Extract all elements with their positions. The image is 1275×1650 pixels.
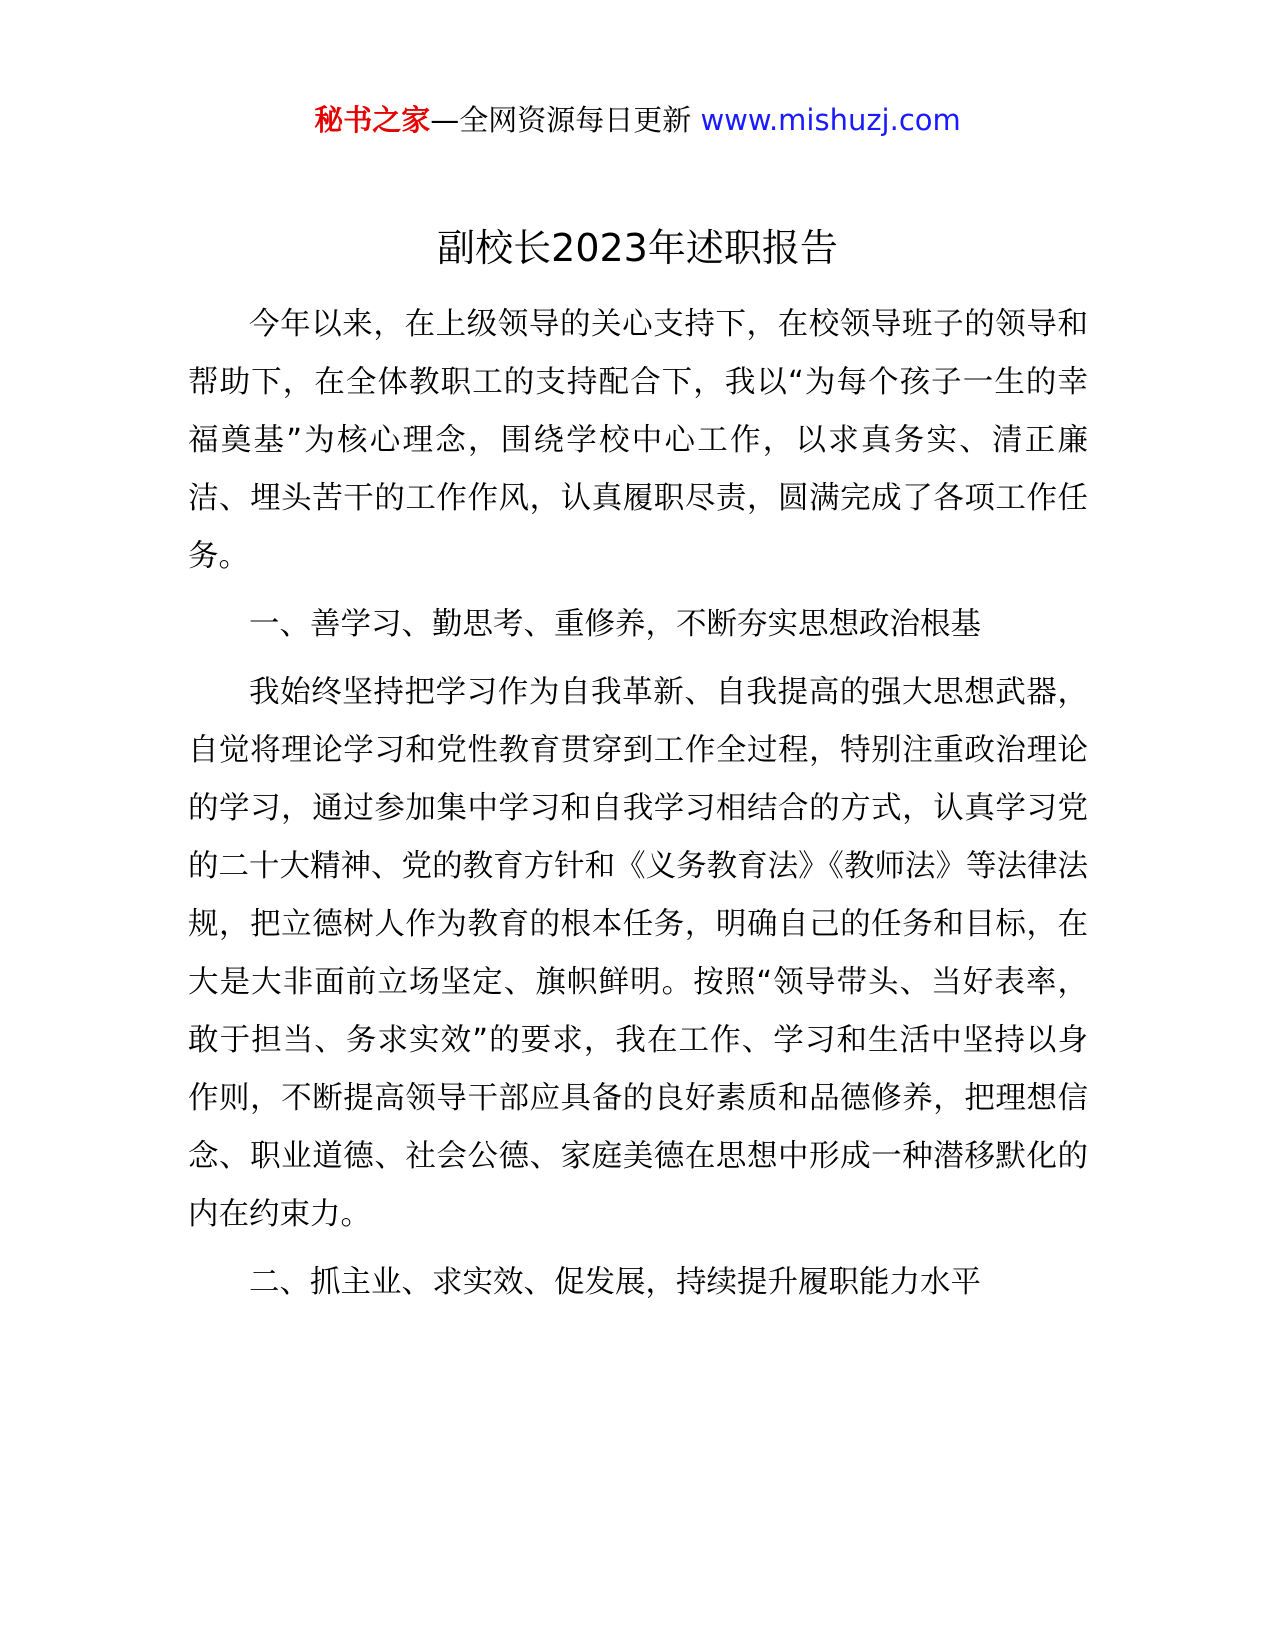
section-1-paragraph: 我始终坚持把学习作为自我革新、自我提高的强大思想武器，自觉将理论学习和党性教育贯穿到工作全过程，特别注重政治理论的学习，通过参加集中学习和自我学习相结合的方式，认真学习党的二十大精神、党的教育方针和《义务教育法》《教师法》等法律法规，把立德树人作为教育的根本任务，明确自己的任务和目标，在大是大非面前立场坚定、旗帜鲜明。按照“领导带头、当好表率，敢于担当、务求实效”的要求，我在工作、学习和生活中坚持以身作则，不断提高领导干部应具备的良好素质和品德修养，把理想信念、职业道德、社会公德、家庭美德在思想中形成一种潜移默化的内在约束力。 (188, 675, 1088, 1232)
document-body (188, 296, 1088, 1322)
site-header (0, 100, 1275, 140)
intro-paragraph: 今年以来，在上级领导的关心支持下，在校领导班子的领导和帮助下，在全体教职工的支持配合下，我以“为每个孩子一生的幸福奠基”为核心理念，围绕学校中心工作，以求真务实、清正廉洁、埋头苦干的工作作风，认真履职尽责，圆满完成了各项工作任务。 (188, 307, 1088, 574)
site-slogan: —全网资源每日更新 (430, 103, 701, 137)
site-url-link[interactable]: www.mishuzj.com (700, 103, 961, 137)
section-heading-1: 一、善学习、勤思考、重修养，不断夯实思想政治根基 (249, 607, 981, 642)
site-brand: 秘书之家 (314, 103, 431, 137)
section-heading-2: 二、抓主业、求实效、促发展，持续提升履职能力水平 (249, 1265, 981, 1300)
document-title: 副校长2023年述职报告 (437, 226, 838, 270)
